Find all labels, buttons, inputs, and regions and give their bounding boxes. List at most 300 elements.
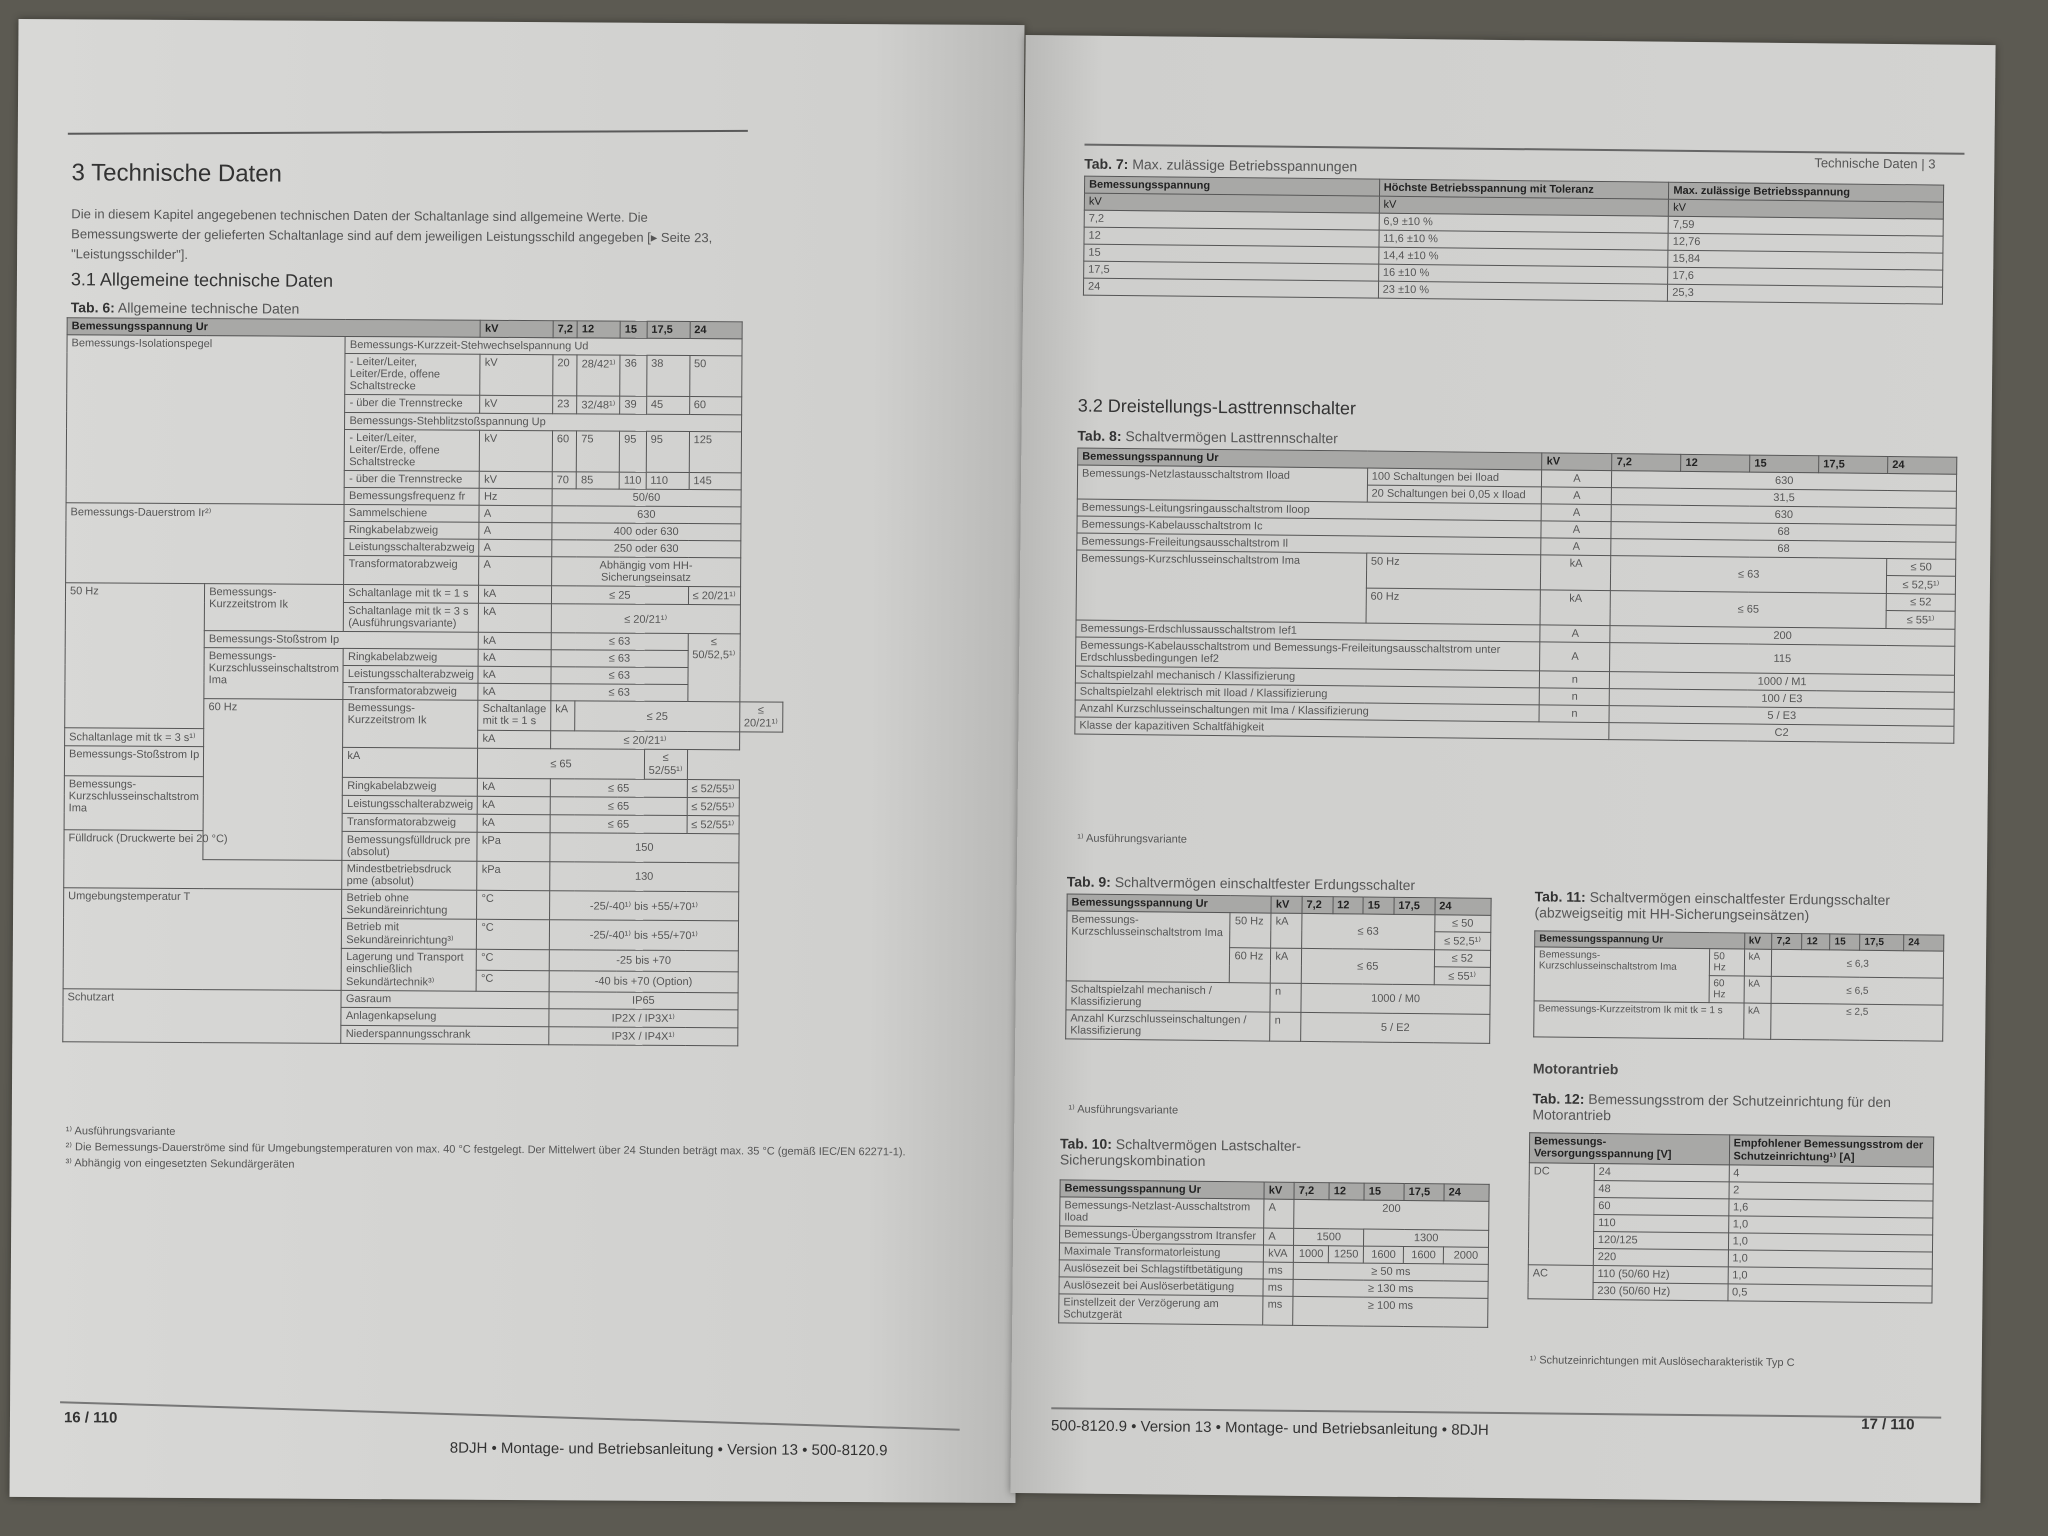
cell: 50	[689, 356, 741, 397]
unit: n	[1270, 1012, 1301, 1041]
frequency-label: 60 Hz	[1366, 588, 1541, 625]
unit: A	[1541, 521, 1611, 539]
cell: 36	[620, 355, 647, 396]
row-label: Betrieb ohne Sekundäreinrichtung	[342, 889, 477, 919]
table-row	[1528, 1265, 1932, 1286]
cell: 4	[1729, 1165, 1934, 1184]
frequency-label: 50 Hz	[1709, 949, 1744, 976]
table12	[1527, 1132, 1934, 1303]
row-label: Betrieb mit Sekundäreinrichtung³⁾	[342, 918, 477, 949]
header-unit: kV	[1744, 933, 1772, 949]
group-label: AC	[1528, 1265, 1593, 1300]
unit: A	[1264, 1199, 1294, 1228]
row-label: Gasraum	[341, 990, 549, 1008]
cell: ≤ 52,5¹⁾	[1886, 576, 1955, 595]
cell: 110 (50/60 Hz)	[1593, 1265, 1728, 1283]
row-label: Bemessungs-Kurzschlusseinschaltstrom Ima	[1066, 911, 1230, 983]
cell: 15	[1084, 244, 1379, 264]
cell: 100 / E3	[1610, 689, 1955, 710]
cell: 7,2	[1084, 210, 1379, 230]
unit: A	[1542, 470, 1612, 488]
row-label: Bemessungs-Stoßstrom Ip	[204, 631, 478, 650]
row-label: Bemessungs-Kurzzeitstrom Ik	[204, 584, 343, 632]
unit: kVA	[1264, 1245, 1294, 1262]
cell: 24	[1594, 1163, 1729, 1181]
unit: kA	[1271, 948, 1302, 983]
cell: 23	[553, 396, 577, 414]
cell: 220	[1593, 1248, 1728, 1266]
header-col: 7,2	[1772, 933, 1802, 949]
cell: 1,0	[1728, 1250, 1933, 1269]
header-label: Bemessungsspannung Ur	[1078, 448, 1543, 470]
table12-footnote: ¹⁾ Schutzeinrichtungen mit Auslösecharakteristik Typ C	[1529, 1354, 1795, 1370]
caption-text: Schaltvermögen Lastschalter-Sicherungskombination	[1059, 1135, 1302, 1169]
unit: A	[1542, 487, 1612, 505]
cell: ≤ 25	[575, 701, 740, 732]
header-col: 24	[1444, 1184, 1489, 1201]
cell: 12	[1084, 227, 1379, 247]
frequency-label: 50 Hz	[65, 583, 205, 729]
cell: 68	[1611, 522, 1956, 543]
cell: 95	[619, 431, 646, 472]
cell: 1300	[1364, 1229, 1489, 1247]
unit: A	[479, 522, 552, 539]
table7	[1083, 176, 1944, 305]
table-row	[67, 335, 785, 356]
row-label: Einstellzeit der Verzögerung am Schutzgerät	[1059, 1294, 1264, 1325]
cell: ≤ 63	[551, 684, 688, 702]
table-row	[1066, 981, 1490, 1014]
header-col: 24	[1435, 898, 1491, 916]
row-label: Bemessungs-Erdschlussausschaltstrom Ief1	[1076, 620, 1541, 642]
cell: ≤ 6,3	[1772, 949, 1944, 978]
cell: ≥ 50 ms	[1293, 1262, 1488, 1281]
unit: A	[479, 539, 552, 556]
row-label: Bemessungs-Stoßstrom Ip	[64, 746, 343, 778]
cell: ≤ 50	[1887, 559, 1956, 577]
unit: kA	[479, 603, 552, 632]
row-label: Anlagenkapselung	[341, 1007, 549, 1026]
unit: °C	[477, 890, 550, 919]
header-col: 17,5	[1404, 1183, 1444, 1200]
cell: 31,5	[1612, 488, 1957, 509]
table8-footnote: ¹⁾ Ausführungsvariante	[1077, 832, 1188, 846]
unit: kA	[479, 585, 552, 603]
table-row	[63, 989, 781, 1010]
row-label: Bemessungs-Übergangsstrom Itransfer	[1060, 1226, 1264, 1245]
unit: n	[1539, 705, 1609, 723]
header-col: 7,2	[553, 321, 577, 338]
row-label: Transformatorabzweig	[343, 682, 478, 700]
unit: kPa	[477, 832, 550, 861]
row-label: Anzahl Kurzschlusseinschaltungen / Klassifizierung	[1066, 1010, 1271, 1041]
table9-footnote: ¹⁾ Ausführungsvariante	[1068, 1103, 1179, 1117]
table-row	[1059, 1294, 1488, 1327]
cell: ≤ 52/55¹⁾	[687, 816, 739, 834]
unit: kA	[1540, 590, 1610, 626]
header-label: Bemessungsspannung Ur	[67, 318, 480, 338]
cell: 48	[1594, 1180, 1729, 1198]
cell: 60	[689, 397, 741, 415]
row-label: Schaltanlage mit tk = 3 s¹⁾	[65, 728, 204, 747]
cell: 45	[646, 396, 689, 414]
header-col: 24	[1904, 935, 1944, 951]
table7-caption	[1084, 156, 1357, 175]
unit: n	[1540, 671, 1610, 689]
header-label: Bemessungsspannung Ur	[1067, 894, 1271, 913]
caption-label: Tab. 9:	[1066, 873, 1111, 890]
header-rule	[68, 130, 748, 135]
unit: kA	[478, 683, 551, 700]
cell: ≤ 65	[1610, 591, 1886, 629]
table10-caption	[1060, 1135, 1380, 1170]
unit: A	[479, 505, 552, 522]
cell: 400 oder 630	[552, 523, 741, 541]
header-cell: Bemessungs-Versorgungsspannung [V]	[1529, 1133, 1729, 1165]
cell: -25/-40¹⁾ bis +55/+70¹⁾	[549, 920, 738, 951]
cell: 110	[646, 472, 689, 489]
cell: 200	[1294, 1199, 1489, 1230]
row-label: Bemessungs-Kurzschlusseinschaltstrom Ima	[204, 648, 344, 700]
frequency-label: 50 Hz	[1366, 553, 1541, 590]
row-label: Bemessungs-Kabelausschaltstrom Ic	[1077, 516, 1542, 538]
table11-caption	[1534, 888, 1954, 924]
row-label: Schaltspielzahl mechanisch / Klassifizierung	[1066, 981, 1271, 1012]
unit: kA	[478, 778, 551, 796]
caption-text: Schaltvermögen einschaltfester Erdungsschalter	[1114, 873, 1416, 894]
cell: 1000 / M1	[1610, 672, 1955, 693]
cell: IP65	[549, 992, 738, 1010]
caption-label: Tab. 8:	[1077, 427, 1122, 444]
cell: 230 (50/60 Hz)	[1593, 1282, 1728, 1300]
cell: ≤ 50	[1435, 915, 1491, 933]
chapter-title: 3 Technische Daten	[71, 159, 283, 188]
row-label: Bemessungs-Kabelausschaltstrom und Bemessungs-Freileitungsausschaltstrom unter Erdschlussbedingungen Ief2	[1076, 637, 1541, 671]
caption-text: Max. zulässige Betriebsspannungen	[1132, 156, 1358, 175]
unit: ms	[1263, 1262, 1293, 1279]
cell: ≤ 63	[1302, 913, 1435, 949]
header-col: 12	[1333, 897, 1364, 914]
running-header: Technische Daten | 3	[1814, 155, 1936, 172]
caption-text: Bemessungsstrom der Schutzeinrichtung für den Motorantrieb	[1532, 1090, 1892, 1124]
caption-label: Tab. 11:	[1534, 888, 1586, 905]
unit: °C	[477, 949, 550, 970]
cell: 38	[646, 355, 689, 396]
cell: ≤ 52	[1434, 950, 1490, 968]
row-label: Mindestbetriebsdruck pme (absolut)	[342, 860, 477, 890]
motor-title: Motorantrieb	[1532, 1060, 1619, 1078]
header-cell: Bemessungsspannung	[1085, 176, 1380, 196]
row-label: - über die Trennstrecke	[345, 394, 480, 413]
cell: ≤ 65	[550, 797, 687, 816]
cell: ≤ 20/21¹⁾	[688, 587, 740, 605]
cell: ≤ 55¹⁾	[1886, 611, 1955, 630]
table-row	[66, 503, 784, 524]
header-label: Bemessungsspannung Ur	[1535, 931, 1745, 949]
caption-text: Allgemeine technische Daten	[117, 299, 300, 317]
group-label: Umgebungstemperatur T	[63, 888, 342, 991]
page-footer: 500-8120.9 • Version 13 • Montage- und Betriebsanleitung • 8DJH	[1051, 1417, 1489, 1439]
cell: 630	[1612, 471, 1957, 492]
cell: -25/-40¹⁾ bis +55/+70¹⁾	[550, 891, 739, 921]
row-label: Schaltanlage mit tk = 1 s	[478, 700, 551, 730]
cell: ≤ 65	[478, 748, 645, 779]
cell: 130	[550, 862, 739, 892]
cell: 1,0	[1728, 1216, 1933, 1235]
cell: -40 bis +70 (Option)	[549, 971, 738, 993]
cell: ≤ 65	[550, 815, 687, 834]
header-col: 24	[690, 322, 742, 339]
unit: kA	[478, 649, 551, 666]
row-label: Schaltspielzahl mechanisch / Klassifizierung	[1075, 666, 1540, 688]
cell: 23 ±10 %	[1378, 281, 1668, 301]
row-label: Bemessungs-Kurzschlusseinschaltstrom Ima	[64, 776, 204, 831]
cell: ≤ 52	[1886, 594, 1955, 612]
footnote: ²⁾ Die Bemessungs-Dauerströme sind für Umgebungstemperaturen von max. 40 °C festgelegt. Der Mittelwert über 24 Stunden beträgt max. 35 °C (gemäß IEC/EN 62271-1).	[65, 1141, 906, 1159]
frequency-label: 50 Hz	[1230, 913, 1271, 948]
cell: 68	[1611, 539, 1956, 560]
header-col: 12	[577, 321, 620, 338]
header-col: 12	[1681, 454, 1750, 472]
cell: 200	[1610, 626, 1955, 647]
header-col: 15	[1830, 934, 1860, 950]
cell: ≤ 52/55¹⁾	[687, 780, 739, 798]
table-row	[64, 888, 782, 921]
cell: 110	[619, 472, 646, 489]
header-col: 17,5	[1394, 897, 1435, 914]
cell: 39	[620, 396, 647, 414]
unit: Hz	[479, 488, 552, 505]
section-title: 3.1 Allgemeine technische Daten	[70, 269, 334, 291]
row-label: Schaltanlage mit tk = 1 s	[344, 584, 479, 603]
row-label: - Leiter/Leiter, Leiter/Erde, offene Schaltstrecke	[345, 353, 480, 395]
cell: 5 / E3	[1609, 706, 1954, 727]
unit: kA	[1271, 913, 1302, 948]
header-col: 17,5	[1819, 456, 1888, 474]
cell: 50/60	[552, 489, 741, 507]
table12-caption	[1532, 1090, 1952, 1126]
cell: 17,6	[1668, 267, 1943, 287]
caption-label: Tab. 7:	[1084, 155, 1129, 173]
caption-label: Tab. 6:	[70, 299, 115, 316]
cell: ≤ 52/55¹⁾	[644, 749, 687, 779]
unit: kA	[551, 701, 575, 731]
cell: 120/125	[1593, 1231, 1728, 1249]
caption-text: Schaltvermögen einschaltfester Erdungsschalter (abzweigseitig mit HH-Sicherungseinsätzen)	[1534, 888, 1891, 924]
unit: kV	[1379, 196, 1669, 216]
unit: A	[1540, 625, 1610, 643]
cell: 1,0	[1728, 1267, 1933, 1286]
table-row	[1534, 947, 1943, 978]
row-label: Bemessungs-Freileitungsausschaltstrom Il	[1077, 533, 1542, 555]
cell: 1600	[1364, 1246, 1404, 1263]
header-col: 12	[1329, 1183, 1364, 1200]
header-unit: kV	[1264, 1182, 1294, 1199]
footnotes	[65, 1123, 955, 1176]
cell: 1000	[1294, 1245, 1329, 1262]
cell: ≤ 55¹⁾	[1434, 967, 1490, 986]
header-col: 7,2	[1294, 1182, 1329, 1199]
cell: ≤ 63	[1611, 556, 1887, 594]
row-label: Ringkabelabzweig	[343, 777, 478, 796]
table-header-row	[1529, 1133, 1933, 1167]
cell: 110	[1594, 1214, 1729, 1232]
cell: 1500	[1294, 1228, 1364, 1246]
cell: 11,6 ±10 %	[1379, 230, 1669, 250]
cell: 15,84	[1668, 250, 1943, 270]
header-col: 17,5	[647, 321, 690, 338]
group-label: Bemessungs-Dauerstrom Ir²⁾	[66, 503, 345, 585]
row-label: Ringkabelabzweig	[344, 521, 479, 539]
group-label: DC	[1528, 1163, 1594, 1266]
cell: ≤ 20/21¹⁾	[739, 702, 782, 732]
row-label: Bemessungs-Kurzschlusseinschaltstrom Ima	[1534, 947, 1709, 1003]
header-cell: Höchste Betriebsspannung mit Toleranz	[1379, 179, 1669, 199]
row-label: Schaltspielzahl elektrisch mit Iload / Klassifizierung	[1075, 683, 1540, 705]
cell: 115	[1610, 643, 1955, 676]
cell: ≤ 25	[551, 586, 688, 605]
cell: 1250	[1329, 1246, 1364, 1263]
row-label: Leistungsschalterabzweig	[343, 795, 478, 814]
group-label: Bemessungs-Isolationspegel	[66, 335, 345, 505]
right-page	[1010, 35, 1995, 1503]
unit: kV	[480, 395, 553, 413]
cell: 16 ±10 %	[1378, 264, 1668, 284]
row-label: Klasse der kapazitiven Schaltfähigkeit	[1075, 717, 1610, 740]
cell: 1000 / M0	[1301, 983, 1490, 1014]
unit: n	[1270, 983, 1301, 1012]
cell: IP2X / IP3X¹⁾	[549, 1009, 738, 1028]
cell: 60	[1594, 1197, 1729, 1215]
unit: kA	[1743, 1003, 1771, 1039]
table-row	[1067, 911, 1491, 932]
row-label: 100 Schaltungen bei Iload	[1367, 468, 1542, 487]
group-label: Schutzart	[63, 989, 342, 1044]
footnote: ³⁾ Abhängig von eingesetzten Sekundärgeräten	[65, 1157, 295, 1171]
table11	[1533, 930, 1944, 1041]
row-label: Bemessungs-Kurzzeitstrom Ik	[343, 699, 478, 748]
header-unit: kV	[1271, 896, 1302, 913]
row-label: Bemessungs-Netzlastausschaltstrom Iload	[1077, 465, 1367, 502]
table-row	[1066, 1010, 1490, 1043]
header-col: 17,5	[1860, 934, 1904, 950]
table9	[1065, 893, 1492, 1043]
cell: ≤ 63	[551, 633, 688, 651]
unit: kA	[1744, 949, 1772, 976]
intro-paragraph: Die in diesem Kapitel angegebenen technischen Daten der Schaltanlage sind allgemeine Werte. Die Bemessungswerte der gelieferten Schaltanlage sind auf dem jeweiligen Leistungsschild angegeben [▸ Seite 23, "Leistungsschilder"].	[71, 206, 713, 262]
table-row	[64, 746, 782, 780]
header-rule	[1085, 144, 1965, 155]
page-number: 16 / 110	[63, 1409, 118, 1427]
frequency-label: 60 Hz	[1230, 948, 1271, 983]
header-col: 24	[1888, 457, 1957, 475]
cell: ≤ 6,5	[1772, 976, 1944, 1005]
caption-label: Tab. 10:	[1059, 1135, 1113, 1152]
row-label: 20 Schaltungen bei 0,05 x Iload	[1367, 485, 1542, 504]
table-row	[1534, 1001, 1943, 1041]
row-label: Leistungsschalterabzweig	[343, 665, 478, 683]
cell: 14,4 ±10 %	[1378, 247, 1668, 267]
cell: -25 bis +70	[549, 950, 738, 972]
cell: ≤ 20/21¹⁾	[551, 604, 740, 634]
row-label: Niederspannungsschrank	[341, 1025, 549, 1044]
unit: kV	[480, 471, 553, 488]
unit: kV	[480, 354, 553, 395]
unit: ms	[1263, 1296, 1293, 1325]
cell: 85	[576, 472, 619, 489]
cell: 70	[552, 472, 576, 489]
cell: 6,9 ±10 %	[1379, 213, 1669, 233]
unit: A	[1540, 642, 1610, 672]
cell: ≤ 65	[1301, 948, 1434, 984]
cell: ≤ 20/21¹⁾	[551, 731, 740, 750]
row-label: - über die Trennstrecke	[345, 470, 480, 488]
table-row	[64, 776, 782, 798]
page-number: 17 / 110	[1861, 1415, 1915, 1434]
frequency-label: 60 Hz	[1709, 976, 1744, 1003]
cell: ≥ 100 ms	[1293, 1296, 1488, 1327]
cell: 150	[550, 833, 739, 863]
header-label: Bemessungsspannung Ur	[1060, 1180, 1264, 1199]
unit: kV	[480, 430, 553, 471]
cell: 2	[1729, 1182, 1934, 1201]
row-label: Anzahl Kurzschlusseinschaltungen mit Ima / Klassifizierung	[1075, 700, 1540, 722]
header-cell: Empfohlener Bemessungsstrom der Schutzeinrichtung¹⁾ [A]	[1729, 1135, 1934, 1167]
unit: kA	[1541, 555, 1611, 591]
unit: A	[1541, 538, 1611, 556]
row-label: Bemessungs-Netzlast-Ausschaltstrom Iload	[1060, 1197, 1265, 1228]
header-cell: Max. zulässige Betriebsspannung	[1669, 182, 1944, 202]
cell: 24	[1083, 278, 1378, 298]
section-title: 3.2 Dreistellungs-Lasttrennschalter	[1077, 395, 1357, 419]
header-unit: kV	[1542, 453, 1612, 471]
row-label: Schaltanlage mit tk = 3 s (Ausführungsvariante)	[344, 602, 479, 632]
row-label: Maximale Transformatorleistung	[1059, 1243, 1263, 1262]
header-col: 12	[1802, 934, 1830, 950]
unit: kV	[1669, 199, 1944, 219]
header-col: 15	[1364, 1183, 1404, 1200]
unit: kV	[1084, 193, 1379, 213]
cell: 0,5	[1728, 1284, 1933, 1303]
cell: 1,6	[1728, 1199, 1933, 1218]
cell: 17,5	[1084, 261, 1379, 281]
unit: kA	[1744, 976, 1772, 1003]
cell: 95	[646, 431, 689, 472]
row-label: Lagerung und Transport einschließlich Sekundärtechnik³⁾	[342, 948, 477, 991]
cell: 60	[552, 431, 577, 472]
cell: ≤ 63	[551, 650, 688, 668]
unit: °C	[476, 970, 549, 991]
unit: n	[1540, 688, 1610, 706]
unit: kA	[478, 666, 551, 683]
row-label: - Leiter/Leiter, Leiter/Erde, offene Schaltstrecke	[345, 429, 480, 471]
unit: kA	[478, 730, 551, 748]
cell: 12,76	[1668, 233, 1943, 253]
table9-caption	[1067, 873, 1416, 893]
cell: 145	[689, 473, 741, 490]
header-col: 15	[1750, 455, 1819, 473]
table-row	[64, 830, 782, 863]
left-page	[9, 19, 1024, 1503]
page-footer: 8DJH • Montage- und Betriebsanleitung • Version 13 • 500-8120.9	[449, 1439, 888, 1460]
cell: C2	[1609, 723, 1954, 744]
table-row	[1529, 1163, 1933, 1184]
row-label: Bemessungs-Stehblitzstoßspannung Up	[345, 412, 741, 431]
unit: kA	[477, 814, 550, 832]
caption-text: Schaltvermögen Lasttrennschalter	[1125, 428, 1338, 447]
row-label: Bemessungs-Kurzzeitstrom Ik mit tk = 1 s	[1534, 1001, 1744, 1039]
header-unit: kV	[480, 320, 553, 337]
